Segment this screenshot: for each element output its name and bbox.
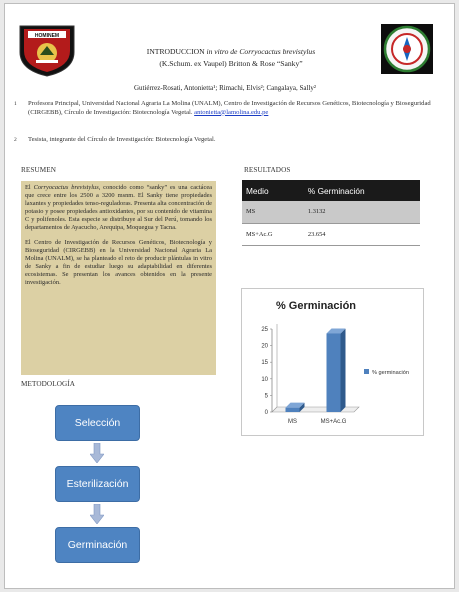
affiliation-2 bbox=[14, 136, 328, 145]
chart-y-tick-label: 20 bbox=[261, 343, 268, 350]
table-cell: MS+Ac.G bbox=[242, 223, 304, 245]
table-row bbox=[242, 201, 420, 223]
flow-step-esterilizacion: Esterilización bbox=[55, 466, 140, 502]
chart-legend-swatch bbox=[364, 369, 369, 374]
affiliation-1-text: Profesora Principal, Universidad Nacional Agraria La Molina (UNALM), Centro de Investigación de Recursos Genéticos, Biotecnología y Bioseguridad (CIRGEBB), Círculo de Investigación: Biotecnología Vegetal. bbox=[28, 100, 431, 116]
cirgebb-emblem-logo bbox=[381, 24, 433, 74]
chart-legend-label: % germinación bbox=[372, 370, 409, 376]
chart-y-tick-label: 25 bbox=[261, 327, 268, 333]
table-row bbox=[242, 223, 420, 245]
down-arrow-icon bbox=[90, 443, 104, 463]
chart-y-tick-label: 0 bbox=[264, 410, 268, 416]
results-col-germinacion: % Germinación bbox=[304, 180, 420, 201]
species-name-italic: Corryocactus brevistylus bbox=[33, 184, 99, 191]
chart-floor bbox=[272, 407, 359, 412]
title-line2: (K.Schum. ex Vaupel) Britton & Rose “Sanky” bbox=[159, 59, 303, 68]
chart-title: % Germinación bbox=[275, 300, 357, 312]
logo-motto-text: HOMINEM bbox=[34, 33, 60, 39]
germination-chart bbox=[241, 288, 424, 436]
table-cell: 1.3132 bbox=[304, 201, 420, 223]
affiliation-1-number: 1 bbox=[14, 101, 17, 107]
resumen-abstract bbox=[21, 181, 216, 375]
results-table-header-row bbox=[242, 180, 420, 201]
chart-x-tick-label: MS+Ac.G bbox=[320, 419, 347, 425]
authors-line: Gutiérrez-Rosati, Antonietta¹; Rimachi, Elvis²; Cangalaya, Sally² bbox=[133, 84, 317, 92]
author-email-link[interactable]: antonietta@lamolina.edu.pe bbox=[194, 108, 269, 116]
chart-bar-side bbox=[341, 328, 346, 412]
chart-y-tick-label: 5 bbox=[264, 393, 268, 400]
affiliation-2-text: Tesista, integrante del Círculo de Investigación: Biotecnología Vegetal. bbox=[28, 136, 216, 143]
poster-title: INTRODUCCION in vitro de Corryocactus brevistylus (K.Schum. ex Vaupel) Britton & Rose “Sanky” bbox=[146, 47, 316, 68]
chart-bar bbox=[327, 333, 341, 412]
table-cell: MS bbox=[242, 201, 304, 223]
title-species-italic: in vitro de Corryocactus brevistylus bbox=[206, 47, 316, 56]
chart-x-tick-label: MS bbox=[288, 419, 297, 425]
flow-step-germinacion: Germinación bbox=[55, 527, 140, 563]
resumen-paragraph-2: El Centro de Investigación de Recursos Genéticos, Biotecnología y Bioseguridad (CIRGEBB) en la Universidad Nacional Agraria La Molina (UNALM), se ha planteado el reto de producir plántulas in vitro de Sanky a fin de estudiar luego su adaptabilidad en diferentes ecosistemas. Se presentan los avances obtenidos en la presente investigación. bbox=[25, 238, 212, 287]
affiliation-2-number: 2 bbox=[14, 137, 17, 143]
flow-step-seleccion: Selección bbox=[55, 405, 140, 441]
germination-chart-svg bbox=[242, 289, 425, 437]
chart-back-wall bbox=[272, 324, 277, 412]
university-shield-logo bbox=[14, 22, 80, 78]
chart-bar bbox=[286, 408, 300, 412]
chart-y-tick-label: 15 bbox=[261, 360, 268, 367]
resumen-heading: RESUMEN bbox=[21, 166, 57, 174]
resultados-heading: RESULTADOS bbox=[244, 166, 291, 174]
down-arrow-icon bbox=[90, 504, 104, 524]
chart-y-tick-label: 10 bbox=[261, 376, 268, 383]
table-cell: 23.654 bbox=[304, 223, 420, 245]
affiliation-1 bbox=[14, 100, 433, 117]
metodologia-heading: METODOLOGÍA bbox=[21, 380, 76, 388]
results-col-medio: Medio bbox=[242, 180, 304, 201]
results-table bbox=[242, 180, 420, 246]
resumen-paragraph-1: El Corryocactus brevistylus, conocido como “sanky” es una cactácea que crece entre los 2500 a 3200 msnm. El Sanky tiene propiedades laxantes y propiedades tenso-reguladoras. Presenta alta concentración de potasio y posee propiedades antioxidantes, por su contenido de vitamina C y polifenoles. Esta especie se distribuye al Sur del Perú, tomando los departamentos de Ayacucho, Arequipa, Moquegua y Tacna. bbox=[25, 184, 212, 232]
